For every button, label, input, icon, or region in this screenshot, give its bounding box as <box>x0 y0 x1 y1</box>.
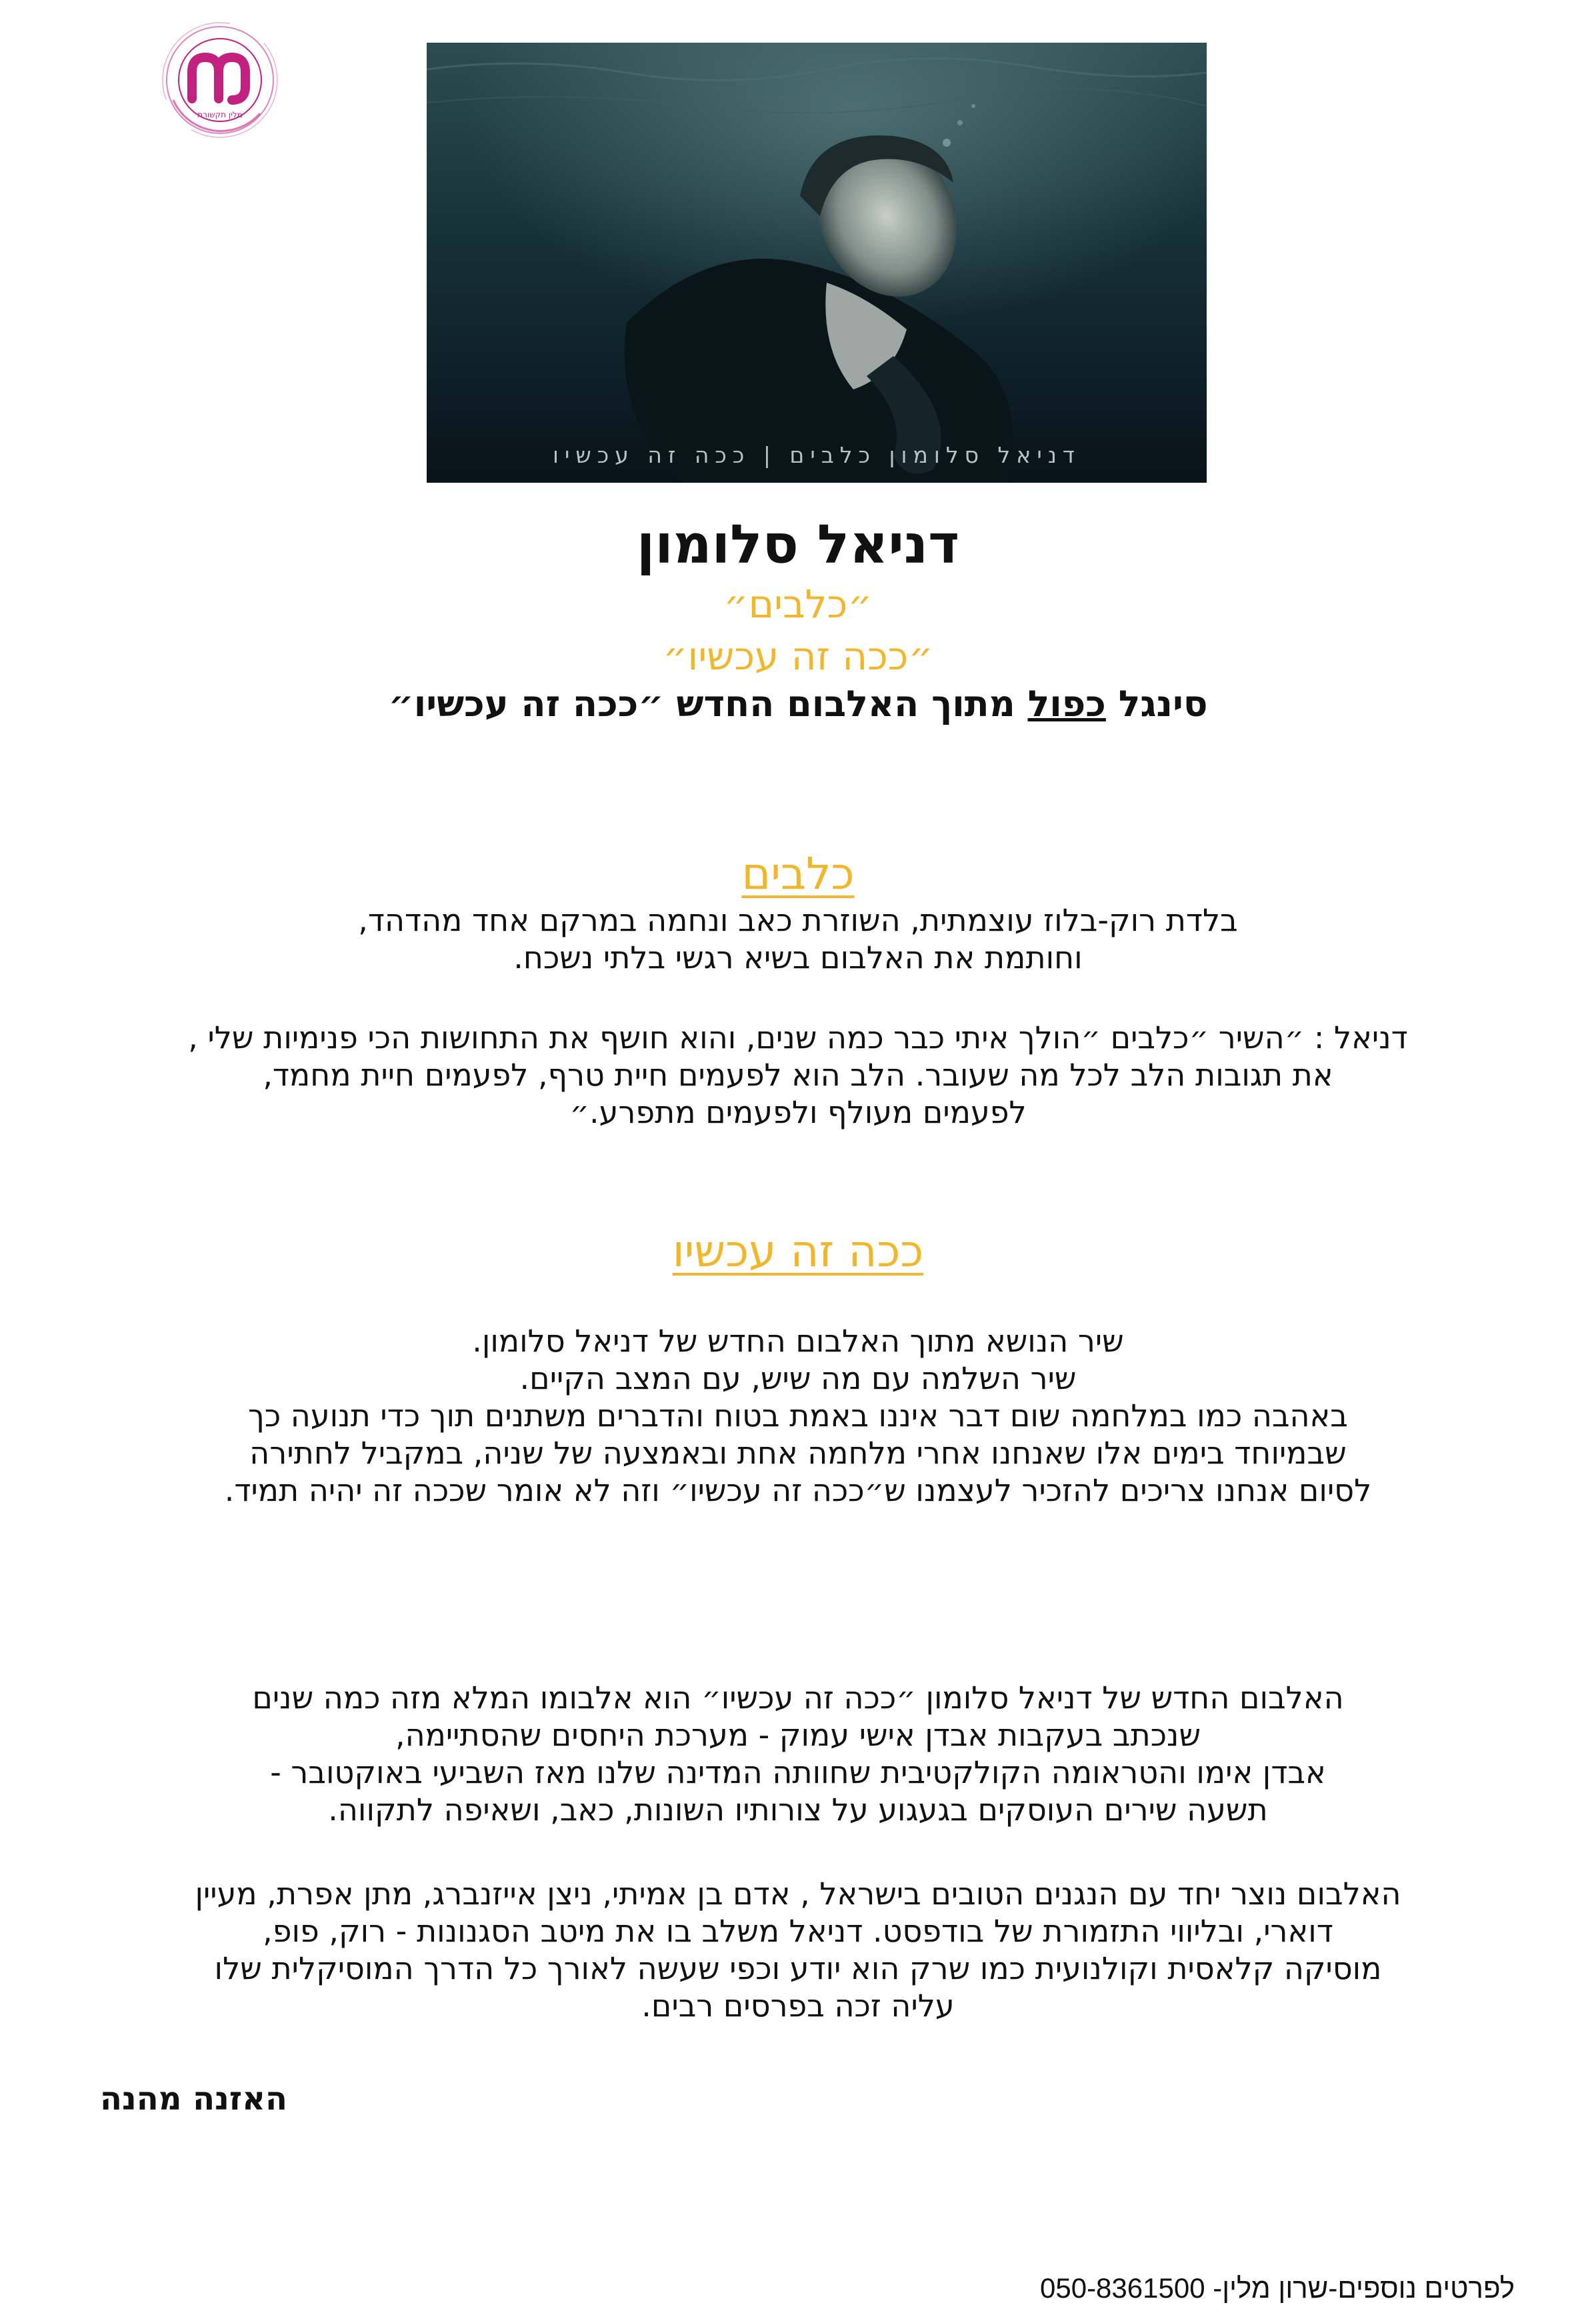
listen-label: האזנה מהנה <box>100 2080 288 2118</box>
text-line: את תגובות הלב לכל מה שעובר. הלב הוא לפעמים חיית טרף, לפעמים חיית מחמד, <box>263 1057 1333 1093</box>
cover-caption: דניאל סלומון כלבים | ככה זה עכשיו <box>553 442 1081 468</box>
text-line: באהבה כמו במלחמה שום דבר איננו באמת בטוח והדברים משתנים תוך כדי תנועה כך <box>248 1398 1348 1434</box>
text-line: דניאל : ״השיר ״כלבים ״הולך איתי כבר כמה שנים, והוא חושף את התחושות הכי פנימיות שלי , <box>188 1019 1408 1055</box>
svg-text:Malin Communication <box>153 13 158 16</box>
text-line: שנכתב בעקבות אבדן אישי עמוק - מערכת היחסים שהסתיימה, <box>395 1717 1201 1753</box>
now-description <box>0 1322 1596 1509</box>
album-paragraph-2 <box>0 1875 1596 2024</box>
text-line: האלבום החדש של דניאל סלומון ״ככה זה עכשיו״ הוא אלבומו המלא מזה כמה שנים <box>252 1680 1344 1716</box>
text-line: תשעה שירים העוסקים בגעגוע על צורותיו השונות, כאב, ושאיפה לתקווה. <box>328 1792 1268 1828</box>
section-heading-dogs: כלבים <box>741 848 855 899</box>
text-line: האלבום נוצר יחד עם הנגנים הטובים בישראל , אדם בן אמיתי, ניצן אייזנברג, מתן אפרת, מעיין <box>195 1876 1401 1912</box>
album-paragraph-1 <box>0 1679 1596 1828</box>
malin-communication-logo <box>153 13 287 140</box>
text-line: בלדת רוק-בלוז עוצמתית, השוזרת כאב ונחמה במרקם אחד מהדהד, <box>358 902 1238 938</box>
text-line: לסיום אנחנו צריכים להזכיר לעצמנו ש״ככה זה עכשיו״ וזה לא אומר שככה זה יהיה תמיד. <box>224 1472 1372 1508</box>
text-line: לפעמים מעולף ולפעמים מתפרע.״ <box>569 1094 1027 1130</box>
text-line: שיר הנושא מתוך האלבום החדש של דניאל סלומון. <box>472 1323 1124 1359</box>
text-line: עליה זכה בפרסים רבים. <box>641 1988 955 2024</box>
text-line: שיר השלמה עם מה שיש, עם המצב הקיים. <box>519 1360 1077 1396</box>
text-line: דוארי, ובליווי התזמורת של בודפסט. דניאל משלב בו את מיטב הסגנונות - רוק, פופ, <box>263 1913 1333 1949</box>
text-line: אבדן אימו והטראומה הקולקטיבית שחוותה המדינה שלנו מאז השביעי באוקטובר - <box>270 1754 1326 1790</box>
single-underlined-word: כפול <box>1027 683 1106 725</box>
contact-info: לפרטים נוספים-שרון מלין- 050-8361500 <box>1040 2272 1515 2304</box>
text-line: וחותמת את האלבום בשיא רגשי בלתי נשכח. <box>513 939 1083 975</box>
song-title-now: ״ככה זה עכשיו״ <box>663 633 933 679</box>
logo-hebrew-text: מלין תקשורת <box>197 110 243 119</box>
single-suffix: מתוך האלבום החדש ״ככה זה עכשיו״ <box>388 683 1028 725</box>
song-title-dogs: ״כלבים״ <box>723 581 873 627</box>
section-heading-now: ככה זה עכשיו <box>672 1226 924 1277</box>
single-prefix: סינגל <box>1105 683 1208 725</box>
dogs-quote <box>0 1019 1596 1131</box>
single-description <box>0 683 1596 725</box>
dogs-description <box>0 901 1596 976</box>
text-line: מוסיקה קלאסית וקולנועית כמו שרק הוא יודע וכפי שעשה לאורך כל הדרך המוסיקלית שלו <box>214 1950 1382 1986</box>
artist-name: דניאל סלומון <box>636 513 960 575</box>
album-cover-image <box>427 43 1207 483</box>
text-line: שבמיוחד בימים אלו שאנחנו אחרי מלחמה אחת ובאמצעה של שניה, במקביל לחתירה <box>249 1435 1347 1471</box>
